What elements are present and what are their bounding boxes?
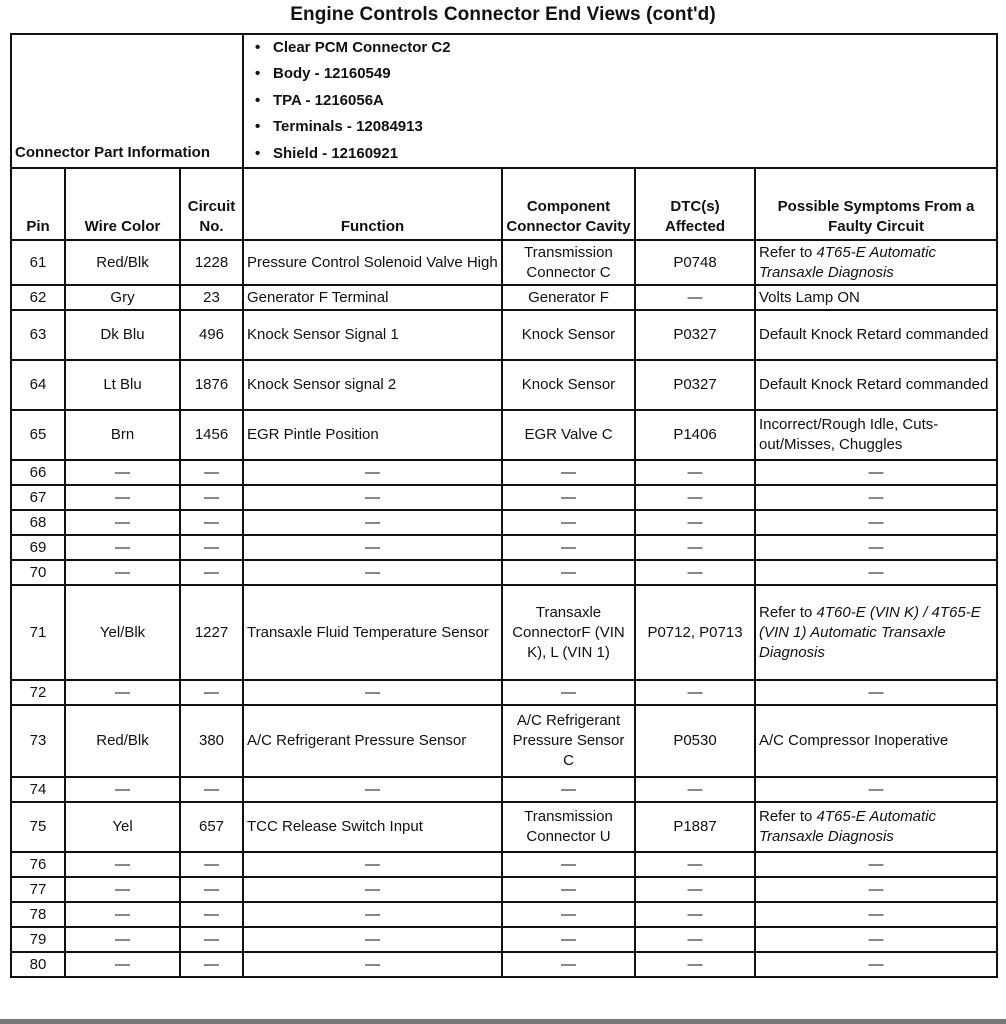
part-info-item: • Shield - 12160921 bbox=[273, 141, 993, 167]
connector-part-info-row bbox=[11, 34, 997, 168]
cell-dtc: — bbox=[635, 285, 755, 310]
cell-function: — bbox=[243, 952, 502, 977]
symptom-text: Volts Lamp ON bbox=[759, 288, 860, 306]
cell-cavity: — bbox=[502, 485, 635, 510]
cell-function: — bbox=[243, 560, 502, 585]
cell-dtc: P0748 bbox=[635, 240, 755, 285]
cell-wire-color: — bbox=[65, 902, 180, 927]
cell-dtc: P0327 bbox=[635, 310, 755, 360]
cell-pin: 74 bbox=[11, 777, 65, 802]
cell-wire-color: Yel bbox=[65, 802, 180, 852]
cell-circuit-no: — bbox=[180, 927, 243, 952]
cell-function: — bbox=[243, 485, 502, 510]
cell-cavity: — bbox=[502, 680, 635, 705]
cell-wire-color: — bbox=[65, 952, 180, 977]
cell-cavity: Knock Sensor bbox=[502, 360, 635, 410]
table-row bbox=[11, 680, 997, 705]
cell-function: EGR Pintle Position bbox=[243, 410, 502, 460]
symptom-text: — bbox=[868, 955, 884, 973]
cell-circuit-no: 1227 bbox=[180, 585, 243, 680]
cell-circuit-no: — bbox=[180, 852, 243, 877]
symptom-text: — bbox=[868, 683, 884, 701]
cell-cavity: — bbox=[502, 877, 635, 902]
cell-function: — bbox=[243, 877, 502, 902]
cell-wire-color: — bbox=[65, 510, 180, 535]
cell-dtc: — bbox=[635, 777, 755, 802]
cell-function: — bbox=[243, 460, 502, 485]
part-info-item: • Body - 12160549 bbox=[273, 61, 993, 87]
cell-wire-color: Lt Blu bbox=[65, 360, 180, 410]
symptom-text: Refer to bbox=[759, 808, 817, 826]
cell-pin: 66 bbox=[11, 460, 65, 485]
table-row bbox=[11, 802, 997, 852]
header-row bbox=[11, 168, 997, 240]
cell-dtc: — bbox=[635, 902, 755, 927]
table-row bbox=[11, 705, 997, 777]
cell-cavity: — bbox=[502, 777, 635, 802]
cell-circuit-no: — bbox=[180, 902, 243, 927]
cell-function: — bbox=[243, 680, 502, 705]
cell-pin: 63 bbox=[11, 310, 65, 360]
cell-wire-color: — bbox=[65, 560, 180, 585]
cell-symptoms bbox=[755, 410, 997, 460]
header-wire-color: Wire Color bbox=[65, 168, 180, 240]
page-title: Engine Controls Connector End Views (cont'd) bbox=[290, 4, 716, 25]
cell-pin: 69 bbox=[11, 535, 65, 560]
table-row bbox=[11, 460, 997, 485]
cell-symptoms bbox=[755, 240, 997, 285]
cell-symptoms bbox=[755, 585, 997, 680]
cell-cavity: — bbox=[502, 952, 635, 977]
symptom-text: — bbox=[868, 905, 884, 923]
cell-circuit-no: — bbox=[180, 952, 243, 977]
cell-pin: 64 bbox=[11, 360, 65, 410]
cell-circuit-no: 1876 bbox=[180, 360, 243, 410]
cell-pin: 77 bbox=[11, 877, 65, 902]
header-circuit-no: Circuit No. bbox=[180, 168, 243, 240]
cell-cavity: Transmission Connector C bbox=[502, 240, 635, 285]
cell-dtc: — bbox=[635, 952, 755, 977]
cell-symptoms bbox=[755, 705, 997, 777]
table-row bbox=[11, 310, 997, 360]
table-row bbox=[11, 560, 997, 585]
table-row bbox=[11, 360, 997, 410]
cell-circuit-no: 1456 bbox=[180, 410, 243, 460]
cell-symptoms bbox=[755, 680, 997, 705]
connector-part-info-list bbox=[247, 35, 993, 167]
cell-function: — bbox=[243, 927, 502, 952]
cell-dtc: — bbox=[635, 927, 755, 952]
cell-dtc: — bbox=[635, 852, 755, 877]
cell-cavity: — bbox=[502, 535, 635, 560]
cell-wire-color: Gry bbox=[65, 285, 180, 310]
cell-pin: 61 bbox=[11, 240, 65, 285]
cell-function: Transaxle Fluid Temperature Sensor bbox=[243, 585, 502, 680]
cell-circuit-no: 657 bbox=[180, 802, 243, 852]
cell-circuit-no: — bbox=[180, 560, 243, 585]
table-row bbox=[11, 952, 997, 977]
table-row bbox=[11, 510, 997, 535]
cell-pin: 76 bbox=[11, 852, 65, 877]
cell-circuit-no: 380 bbox=[180, 705, 243, 777]
cell-dtc: — bbox=[635, 485, 755, 510]
table-row bbox=[11, 535, 997, 560]
cell-pin: 70 bbox=[11, 560, 65, 585]
cell-symptoms bbox=[755, 285, 997, 310]
cell-dtc: — bbox=[635, 535, 755, 560]
cell-wire-color: — bbox=[65, 777, 180, 802]
cell-symptoms bbox=[755, 310, 997, 360]
cell-dtc: P0530 bbox=[635, 705, 755, 777]
cell-cavity: Transmission Connector U bbox=[502, 802, 635, 852]
part-info-item: • TPA - 1216056A bbox=[273, 88, 993, 114]
cell-function: Knock Sensor Signal 1 bbox=[243, 310, 502, 360]
cell-function: — bbox=[243, 510, 502, 535]
table-row bbox=[11, 877, 997, 902]
cell-circuit-no: — bbox=[180, 485, 243, 510]
cell-symptoms bbox=[755, 560, 997, 585]
cell-dtc: — bbox=[635, 460, 755, 485]
cell-wire-color: Dk Blu bbox=[65, 310, 180, 360]
cell-symptoms bbox=[755, 927, 997, 952]
cell-wire-color: Brn bbox=[65, 410, 180, 460]
symptom-text: Default Knock Retard commanded bbox=[759, 376, 989, 394]
cell-cavity: — bbox=[502, 927, 635, 952]
table-row bbox=[11, 927, 997, 952]
cell-dtc: — bbox=[635, 680, 755, 705]
table-row bbox=[11, 410, 997, 460]
symptom-text: — bbox=[868, 463, 884, 481]
cell-circuit-no: — bbox=[180, 510, 243, 535]
cell-function: — bbox=[243, 777, 502, 802]
cell-circuit-no: — bbox=[180, 535, 243, 560]
symptom-text: — bbox=[868, 563, 884, 581]
cell-cavity: — bbox=[502, 560, 635, 585]
page-bottom-edge bbox=[0, 1019, 1006, 1024]
cell-pin: 67 bbox=[11, 485, 65, 510]
cell-circuit-no: 1228 bbox=[180, 240, 243, 285]
connector-table bbox=[10, 33, 998, 978]
cell-wire-color: — bbox=[65, 535, 180, 560]
cell-dtc: P1887 bbox=[635, 802, 755, 852]
cell-symptoms bbox=[755, 360, 997, 410]
cell-wire-color: — bbox=[65, 877, 180, 902]
table-row bbox=[11, 285, 997, 310]
cell-cavity: — bbox=[502, 510, 635, 535]
symptom-text: — bbox=[868, 855, 884, 873]
header-pin: Pin bbox=[11, 168, 65, 240]
cell-wire-color: — bbox=[65, 927, 180, 952]
cell-function: Knock Sensor signal 2 bbox=[243, 360, 502, 410]
symptom-text: A/C Compressor Inoperative bbox=[759, 732, 949, 750]
cell-cavity: — bbox=[502, 902, 635, 927]
cell-wire-color: Red/Blk bbox=[65, 705, 180, 777]
part-info-item: • Clear PCM Connector C2 bbox=[273, 35, 993, 61]
cell-symptoms bbox=[755, 852, 997, 877]
cell-cavity: Transaxle ConnectorF (VIN K), L (VIN 1) bbox=[502, 585, 635, 680]
cell-symptoms bbox=[755, 460, 997, 485]
cell-cavity: EGR Valve C bbox=[502, 410, 635, 460]
connector-part-info-label: Connector Part Information bbox=[11, 34, 243, 168]
cell-wire-color: Red/Blk bbox=[65, 240, 180, 285]
table-row bbox=[11, 485, 997, 510]
cell-pin: 79 bbox=[11, 927, 65, 952]
cell-pin: 68 bbox=[11, 510, 65, 535]
cell-circuit-no: 496 bbox=[180, 310, 243, 360]
symptom-text: — bbox=[868, 880, 884, 898]
cell-function: TCC Release Switch Input bbox=[243, 802, 502, 852]
table-row bbox=[11, 240, 997, 285]
cell-pin: 80 bbox=[11, 952, 65, 977]
cell-dtc: — bbox=[635, 560, 755, 585]
symptom-text: Incorrect/Rough Idle, Cuts-out/Misses, Chuggles bbox=[759, 416, 939, 454]
cell-pin: 72 bbox=[11, 680, 65, 705]
symptom-text: — bbox=[868, 780, 884, 798]
symptom-reference-text: 4T60-E (VIN K) / 4T65-E (VIN 1) Automatic Transaxle Diagnosis bbox=[759, 603, 981, 661]
symptom-text: Refer to bbox=[759, 243, 817, 261]
cell-symptoms bbox=[755, 485, 997, 510]
table-row bbox=[11, 852, 997, 877]
cell-function: Pressure Control Solenoid Valve High bbox=[243, 240, 502, 285]
header-cavity: Component Connector Cavity bbox=[502, 168, 635, 240]
header-dtc: DTC(s) Affected bbox=[635, 168, 755, 240]
cell-pin: 78 bbox=[11, 902, 65, 927]
connector-part-info-cell bbox=[243, 34, 997, 168]
cell-circuit-no: — bbox=[180, 777, 243, 802]
cell-function: — bbox=[243, 535, 502, 560]
symptom-text: Refer to bbox=[759, 603, 817, 621]
cell-cavity: Knock Sensor bbox=[502, 310, 635, 360]
cell-wire-color: — bbox=[65, 852, 180, 877]
cell-dtc: P1406 bbox=[635, 410, 755, 460]
cell-pin: 71 bbox=[11, 585, 65, 680]
cell-wire-color: Yel/Blk bbox=[65, 585, 180, 680]
part-info-item: • Terminals - 12084913 bbox=[273, 114, 993, 140]
cell-symptoms bbox=[755, 877, 997, 902]
cell-pin: 75 bbox=[11, 802, 65, 852]
symptom-text: Default Knock Retard commanded bbox=[759, 326, 989, 344]
cell-pin: 73 bbox=[11, 705, 65, 777]
cell-symptoms bbox=[755, 952, 997, 977]
cell-circuit-no: — bbox=[180, 460, 243, 485]
cell-wire-color: — bbox=[65, 680, 180, 705]
header-symptoms: Possible Symptoms From a Faulty Circuit bbox=[755, 168, 997, 240]
cell-cavity: Generator F bbox=[502, 285, 635, 310]
symptom-reference-text: 4T65-E Automatic Transaxle Diagnosis bbox=[759, 808, 937, 846]
cell-pin: 62 bbox=[11, 285, 65, 310]
table-row bbox=[11, 777, 997, 802]
symptom-text: — bbox=[868, 488, 884, 506]
header-function: Function bbox=[243, 168, 502, 240]
cell-function: A/C Refrigerant Pressure Sensor bbox=[243, 705, 502, 777]
cell-circuit-no: — bbox=[180, 680, 243, 705]
cell-symptoms bbox=[755, 777, 997, 802]
cell-dtc: — bbox=[635, 877, 755, 902]
cell-circuit-no: 23 bbox=[180, 285, 243, 310]
cell-cavity: — bbox=[502, 852, 635, 877]
cell-wire-color: — bbox=[65, 460, 180, 485]
symptom-text: — bbox=[868, 513, 884, 531]
cell-dtc: — bbox=[635, 510, 755, 535]
cell-wire-color: — bbox=[65, 485, 180, 510]
cell-function: Generator F Terminal bbox=[243, 285, 502, 310]
cell-pin: 65 bbox=[11, 410, 65, 460]
cell-symptoms bbox=[755, 510, 997, 535]
cell-dtc: P0327 bbox=[635, 360, 755, 410]
cell-symptoms bbox=[755, 535, 997, 560]
cell-function: — bbox=[243, 852, 502, 877]
cell-dtc: P0712, P0713 bbox=[635, 585, 755, 680]
cell-circuit-no: — bbox=[180, 877, 243, 902]
symptom-reference-text: 4T65-E Automatic Transaxle Diagnosis bbox=[759, 243, 937, 281]
table-row bbox=[11, 902, 997, 927]
cell-cavity: — bbox=[502, 460, 635, 485]
symptom-text: — bbox=[868, 930, 884, 948]
cell-function: — bbox=[243, 902, 502, 927]
cell-cavity: A/C Refrigerant Pressure Sensor C bbox=[502, 705, 635, 777]
table-row bbox=[11, 585, 997, 680]
cell-symptoms bbox=[755, 802, 997, 852]
cell-symptoms bbox=[755, 902, 997, 927]
symptom-text: — bbox=[868, 538, 884, 556]
